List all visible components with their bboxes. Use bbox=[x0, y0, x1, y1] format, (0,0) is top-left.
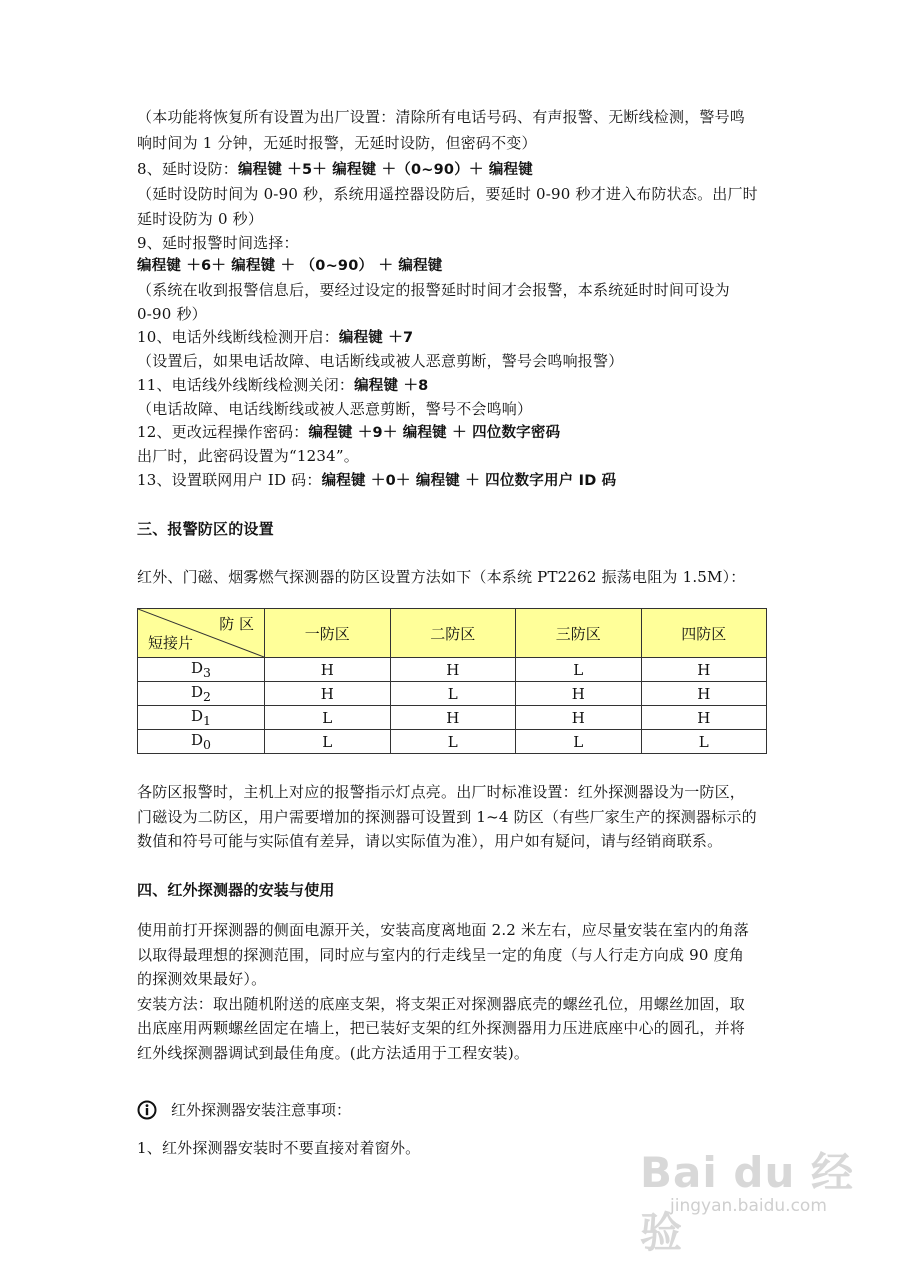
table-cell: L bbox=[516, 658, 642, 682]
note-header bbox=[137, 1099, 351, 1120]
text-line: （延时设防时间为 0-90 秒，系统用遥控器设防后，要延时 0-90 秒才进入布防状态。出厂时 bbox=[137, 185, 758, 203]
row-label: $D_3$ bbox=[138, 658, 265, 682]
text-line: （本功能将恢复所有设置为出厂设置：清除所有电话号码、有声报警、无断线检测，警号鸣 bbox=[137, 108, 746, 126]
table-row bbox=[138, 658, 767, 682]
row-label: $D_2$ bbox=[138, 682, 265, 706]
table-cell: H bbox=[516, 682, 642, 706]
zone-table bbox=[137, 608, 767, 754]
text-line: 的探测效果最好）。 bbox=[137, 970, 267, 988]
row-label: $D_0$ bbox=[138, 730, 265, 754]
text-line: （设置后，如果电话故障、电话断线或被人恶意剪断，警号会鸣响报警） bbox=[137, 352, 624, 370]
table-header: 三防区 bbox=[516, 609, 642, 658]
baidu-watermark bbox=[640, 1140, 880, 1260]
instruction-13: 13、设置联网用户 ID 码：编程键 ＋0＋ 编程键 ＋ 四位数字用户 ID 码 bbox=[137, 471, 617, 489]
instruction-12: 12、更改远程操作密码：编程键 ＋9＋ 编程键 ＋ 四位数字密码 bbox=[137, 423, 561, 441]
text-line: 0-90 秒） bbox=[137, 305, 207, 323]
table-header: 四防区 bbox=[641, 609, 767, 658]
text-line: 安装方法：取出随机附送的底座支架，将支架正对探测器底壳的螺丝孔位，用螺丝加固，取 bbox=[137, 995, 746, 1013]
table-row bbox=[138, 706, 767, 730]
watermark-url: jingyan.baidu.com bbox=[670, 1196, 827, 1216]
table-cell: H bbox=[390, 706, 516, 730]
instruction-9-title: 9、延时报警时间选择： bbox=[137, 234, 299, 252]
row-label: $D_1$ bbox=[138, 706, 265, 730]
table-cell: H bbox=[265, 658, 391, 682]
section-heading: 四、红外探测器的安装与使用 bbox=[137, 881, 335, 899]
table-cell: L bbox=[390, 682, 516, 706]
table-cell: L bbox=[265, 706, 391, 730]
table-header: 二防区 bbox=[390, 609, 516, 658]
instruction-10: 10、电话外线断线检测开启：编程键 ＋7 bbox=[137, 328, 414, 346]
text-line: 各防区报警时，主机上对应的报警指示灯点亮。出厂时标准设置：红外探测器设为一防区， bbox=[137, 783, 746, 801]
table-cell: H bbox=[641, 706, 767, 730]
corner-top-label: 防 区 bbox=[219, 615, 254, 633]
text-line: 红外线探测器调试到最佳角度。(此方法适用于工程安装)。 bbox=[137, 1044, 530, 1062]
corner-bottom-label: 短接片 bbox=[148, 634, 194, 652]
text-line: 出厂时，此密码设置为“1234”。 bbox=[137, 447, 359, 465]
text-line: 门磁设为二防区，用户需要增加的探测器可设置到 1~4 防区（有些厂家生产的探测器标示的 bbox=[137, 808, 757, 826]
instruction-11: 11、电话线外线断线检测关闭：编程键 ＋8 bbox=[137, 376, 429, 394]
section-heading: 三、报警防区的设置 bbox=[137, 520, 274, 538]
note-title: 红外探测器安装注意事项： bbox=[171, 1101, 352, 1119]
instruction-9: 编程键 ＋6＋ 编程键 ＋ （0~90） ＋ 编程键 bbox=[137, 258, 443, 274]
text-line: 延时设防为 0 秒） bbox=[137, 210, 264, 228]
table-cell: H bbox=[390, 658, 516, 682]
table-cell: H bbox=[265, 682, 391, 706]
section-intro: 红外、门磁、烟雾燃气探测器的防区设置方法如下（本系统 PT2262 振荡电阻为 1.5M）： bbox=[137, 568, 746, 586]
text-line: （系统在收到报警信息后，要经过设定的报警延时时间才会报警，本系统延时时间可设为 bbox=[137, 281, 730, 299]
text-line: （电话故障、电话线断线或被人恶意剪断，警号不会鸣响） bbox=[137, 400, 533, 418]
table-cell: H bbox=[641, 682, 767, 706]
table-row bbox=[138, 730, 767, 754]
table-cell: L bbox=[265, 730, 391, 754]
corner-cell bbox=[138, 609, 265, 658]
table-cell: H bbox=[516, 706, 642, 730]
table-row bbox=[138, 682, 767, 706]
text-line: 使用前打开探测器的侧面电源开关，安装高度离地面 2.2 米左右，应尽量安装在室内的角落 bbox=[137, 921, 749, 939]
note-item: 1、红外探测器安装时不要直接对着窗外。 bbox=[137, 1139, 421, 1157]
table-cell: L bbox=[641, 730, 767, 754]
text-line: 以取得最理想的探测范围，同时应与室内的行走线呈一定的角度（与人行走方向成 90 度角 bbox=[137, 946, 745, 964]
table-cell: L bbox=[516, 730, 642, 754]
text-line: 数值和符号可能与实际值有差异，请以实际值为准），用户如有疑问，请与经销商联系。 bbox=[137, 832, 723, 850]
instruction-8: 8、延时设防：编程键 ＋5＋ 编程键 ＋（0~90）＋ 编程键 bbox=[137, 160, 533, 178]
table-cell: H bbox=[641, 658, 767, 682]
watermark-logo: Bai du 经验 bbox=[640, 1148, 854, 1257]
text-line: 响时间为 1 分钟，无延时报警，无延时设防，但密码不变） bbox=[137, 134, 537, 152]
table-cell: L bbox=[390, 730, 516, 754]
info-icon bbox=[137, 1100, 157, 1120]
text-line: 出底座用两颗螺丝固定在墙上，把已装好支架的红外探测器用力压进底座中心的圆孔，并将 bbox=[137, 1019, 746, 1037]
table-header-row bbox=[138, 609, 767, 658]
table-header: 一防区 bbox=[265, 609, 391, 658]
